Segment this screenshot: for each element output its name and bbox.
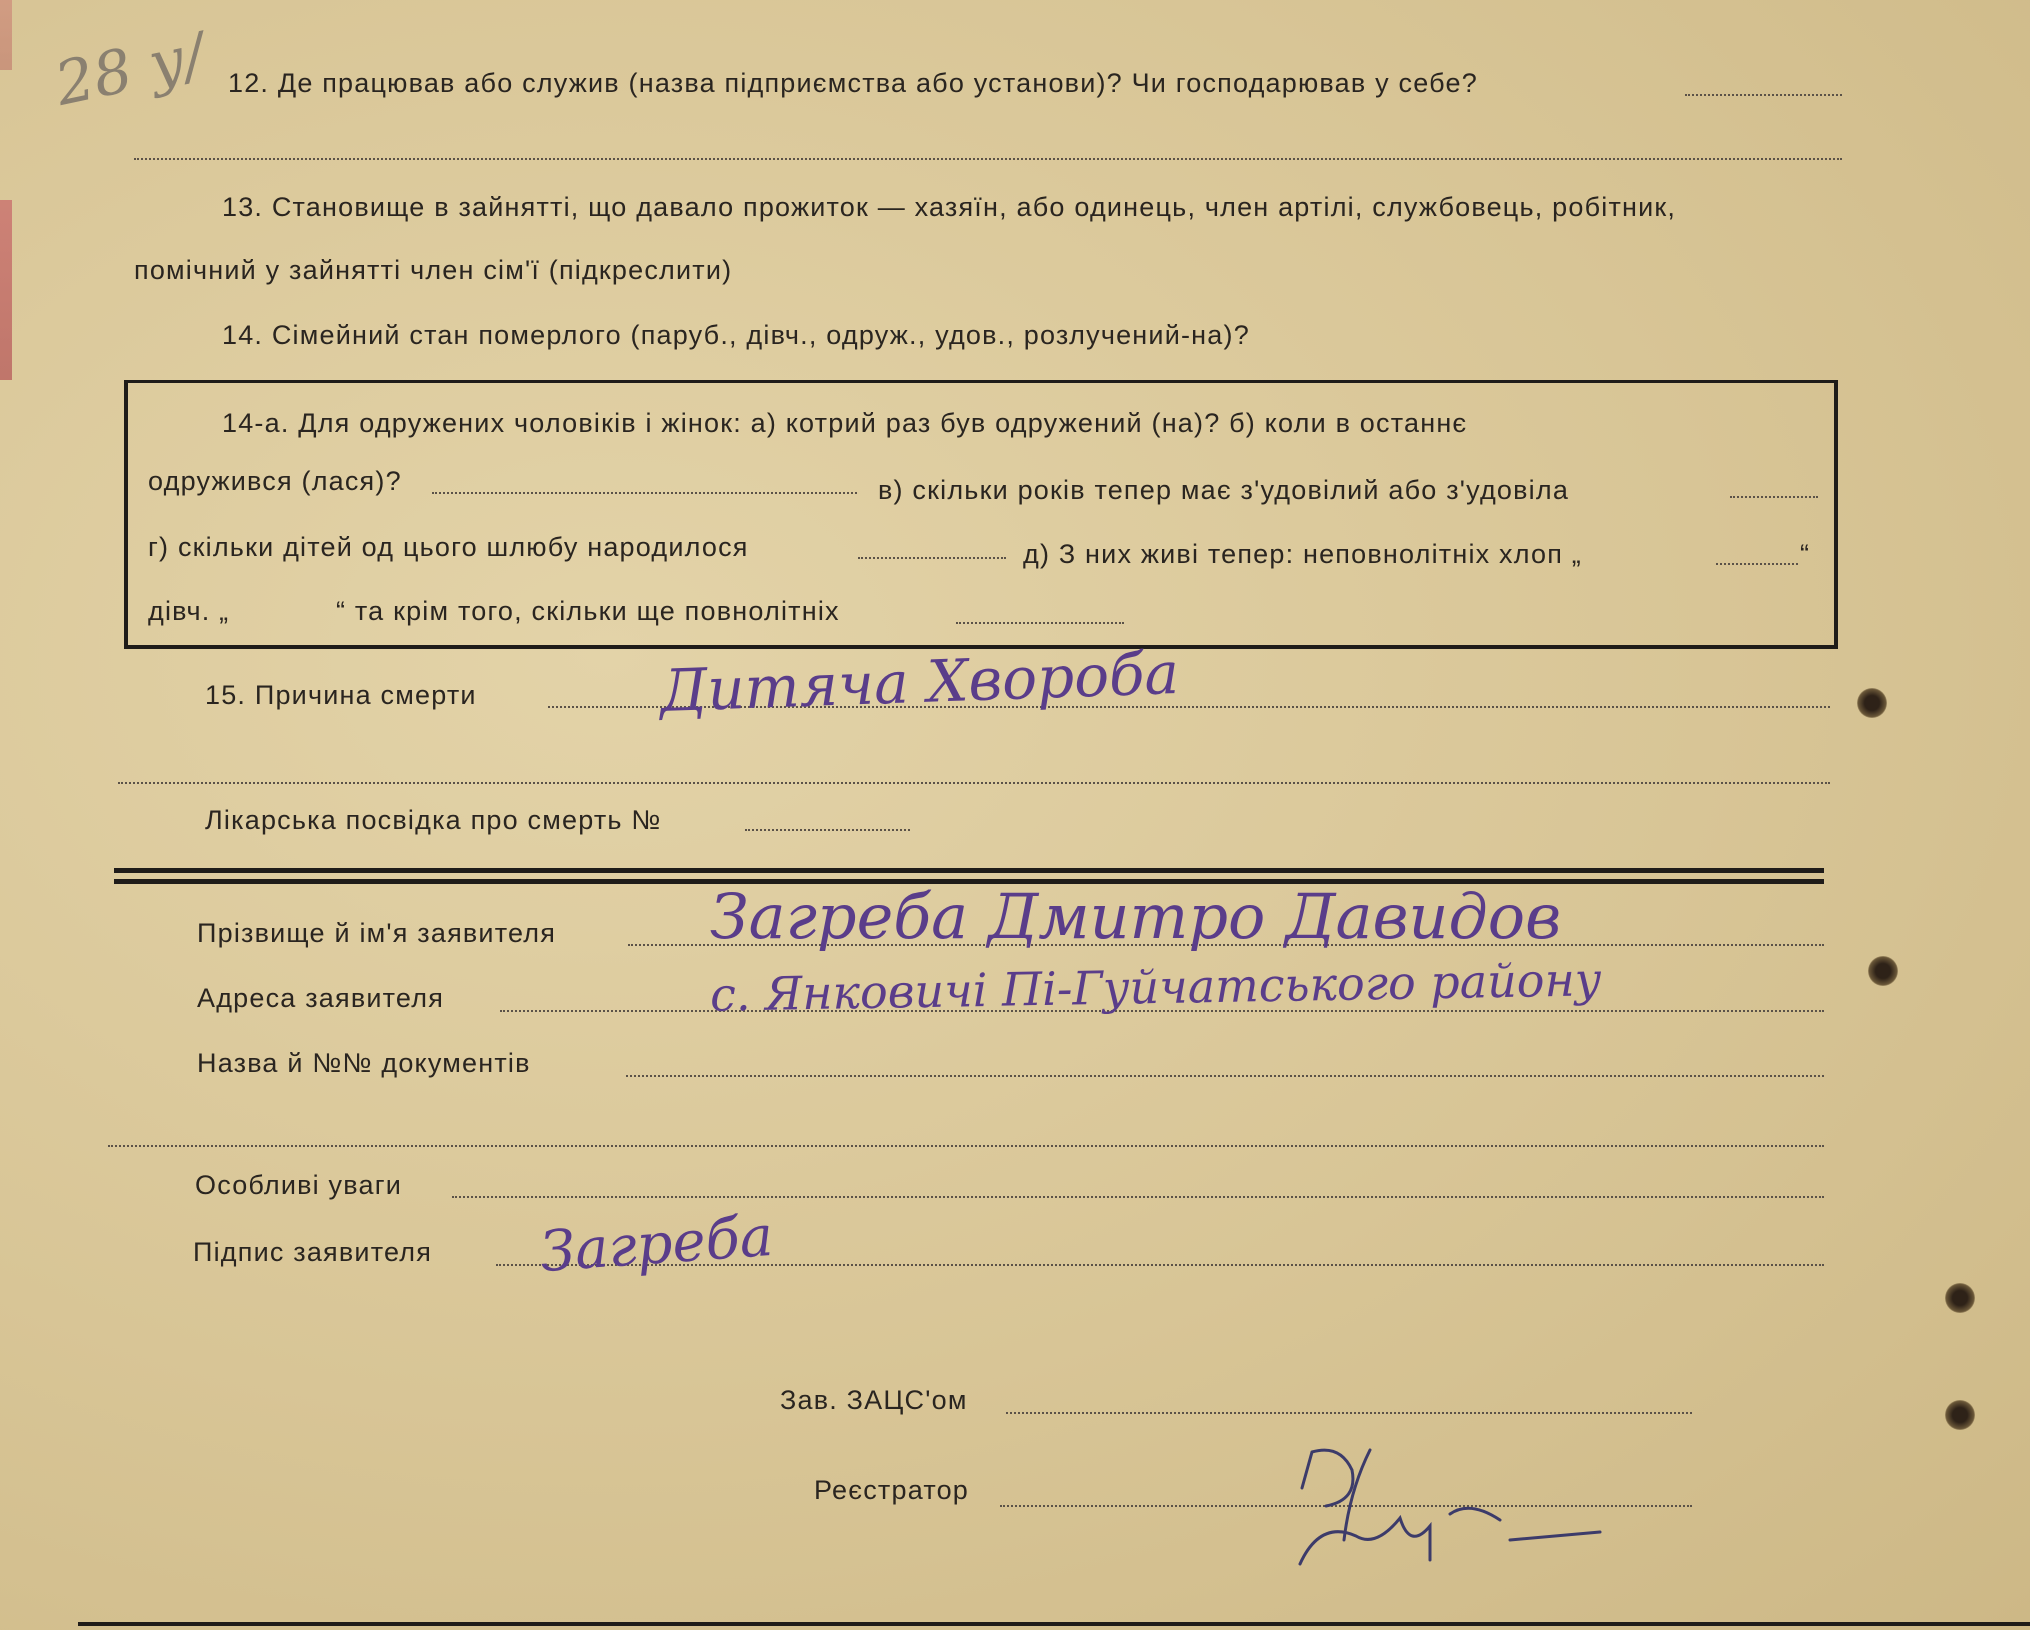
q14a-line-4b: “ та крім того, скільки ще повнолітніх	[336, 596, 840, 626]
q14a-line-4a: дівч. „	[148, 596, 230, 626]
head-signature-field	[1006, 1412, 1692, 1414]
binding-hole	[1857, 688, 1887, 718]
applicant-address-value: с. Янковичі Пі-Гуйчатського району	[709, 952, 1602, 1022]
q15-answer-line-2	[118, 782, 1830, 784]
q14a-line-3b: д) З них живі тепер: неповнолітніх хлоп „	[1023, 539, 1582, 569]
med-cert-label: Лікарська посвідка про смерть №	[205, 805, 662, 835]
binding-hole	[1868, 956, 1898, 986]
q13-label-cont: помічний у зайнятті член сім'ї (підкреслити)	[134, 255, 733, 285]
q14a-field-adults	[956, 622, 1124, 624]
signature-label: Підпис заявителя	[193, 1237, 433, 1267]
applicant-name-label: Прізвище й ім'я заявителя	[197, 918, 557, 948]
page-edge-stain	[0, 200, 12, 380]
applicant-name-value: Загреба Дмитро Давидов	[710, 880, 1562, 953]
q14a-line-2a: одружився (лася)?	[148, 466, 402, 496]
applicant-signature: Загреба	[538, 1203, 776, 1286]
q15-answer: Дитяча Хвороба	[658, 638, 1181, 726]
q15-label: 15. Причина смерти	[205, 680, 477, 710]
notes-label: Особливі уваги	[195, 1170, 403, 1200]
page-edge-stain	[0, 0, 12, 70]
q12-answer-line	[1685, 94, 1842, 96]
documents-field	[626, 1075, 1824, 1077]
q14a-field-children	[858, 557, 1006, 559]
binding-hole	[1945, 1283, 1975, 1313]
q14a-line-2b: в) скільки років тепер має з'удовілий або з'удовіла	[878, 475, 1570, 505]
med-cert-field	[745, 829, 910, 831]
q14-label: 14. Сімейний стан померлого (паруб., дівч., одруж., удов., розлучений-на)?	[222, 320, 1250, 350]
q14a-line-1: 14-а. Для одружених чоловіків і жінок: а) котрий раз був одружений (на)? б) коли в останнє	[222, 408, 1468, 438]
q12-label: 12. Де працював або служив (назва підприємства або установи)? Чи господарював у себе?	[228, 68, 1478, 98]
documents-field-2	[108, 1145, 1824, 1147]
margin-note: 28 у/	[49, 20, 212, 120]
q14a-field-when	[432, 492, 857, 494]
q14a-field-boys	[1716, 563, 1798, 565]
notes-field	[452, 1196, 1824, 1198]
applicant-address-label: Адреса заявителя	[197, 983, 445, 1013]
q14a-field-years	[1730, 496, 1818, 498]
binding-hole	[1945, 1400, 1975, 1430]
registrar-label: Реєстратор	[814, 1475, 970, 1505]
registrar-signature	[1280, 1440, 1620, 1580]
q14a-line-3a: г) скільки дітей од цього шлюбу народилося	[148, 532, 749, 562]
q14a-line-3c: “	[1800, 539, 1811, 569]
head-label: Зав. ЗАЦС'ом	[780, 1385, 968, 1415]
q13-label: 13. Становище в зайнятті, що давало прожиток — хазяїн, або одинець, член артілі, службовець, робітник,	[222, 192, 1677, 222]
documents-label: Назва й №№ документів	[197, 1048, 531, 1078]
q12-answer-line-2	[134, 158, 1842, 160]
section-divider	[114, 868, 1824, 873]
bottom-rule	[78, 1622, 2030, 1626]
